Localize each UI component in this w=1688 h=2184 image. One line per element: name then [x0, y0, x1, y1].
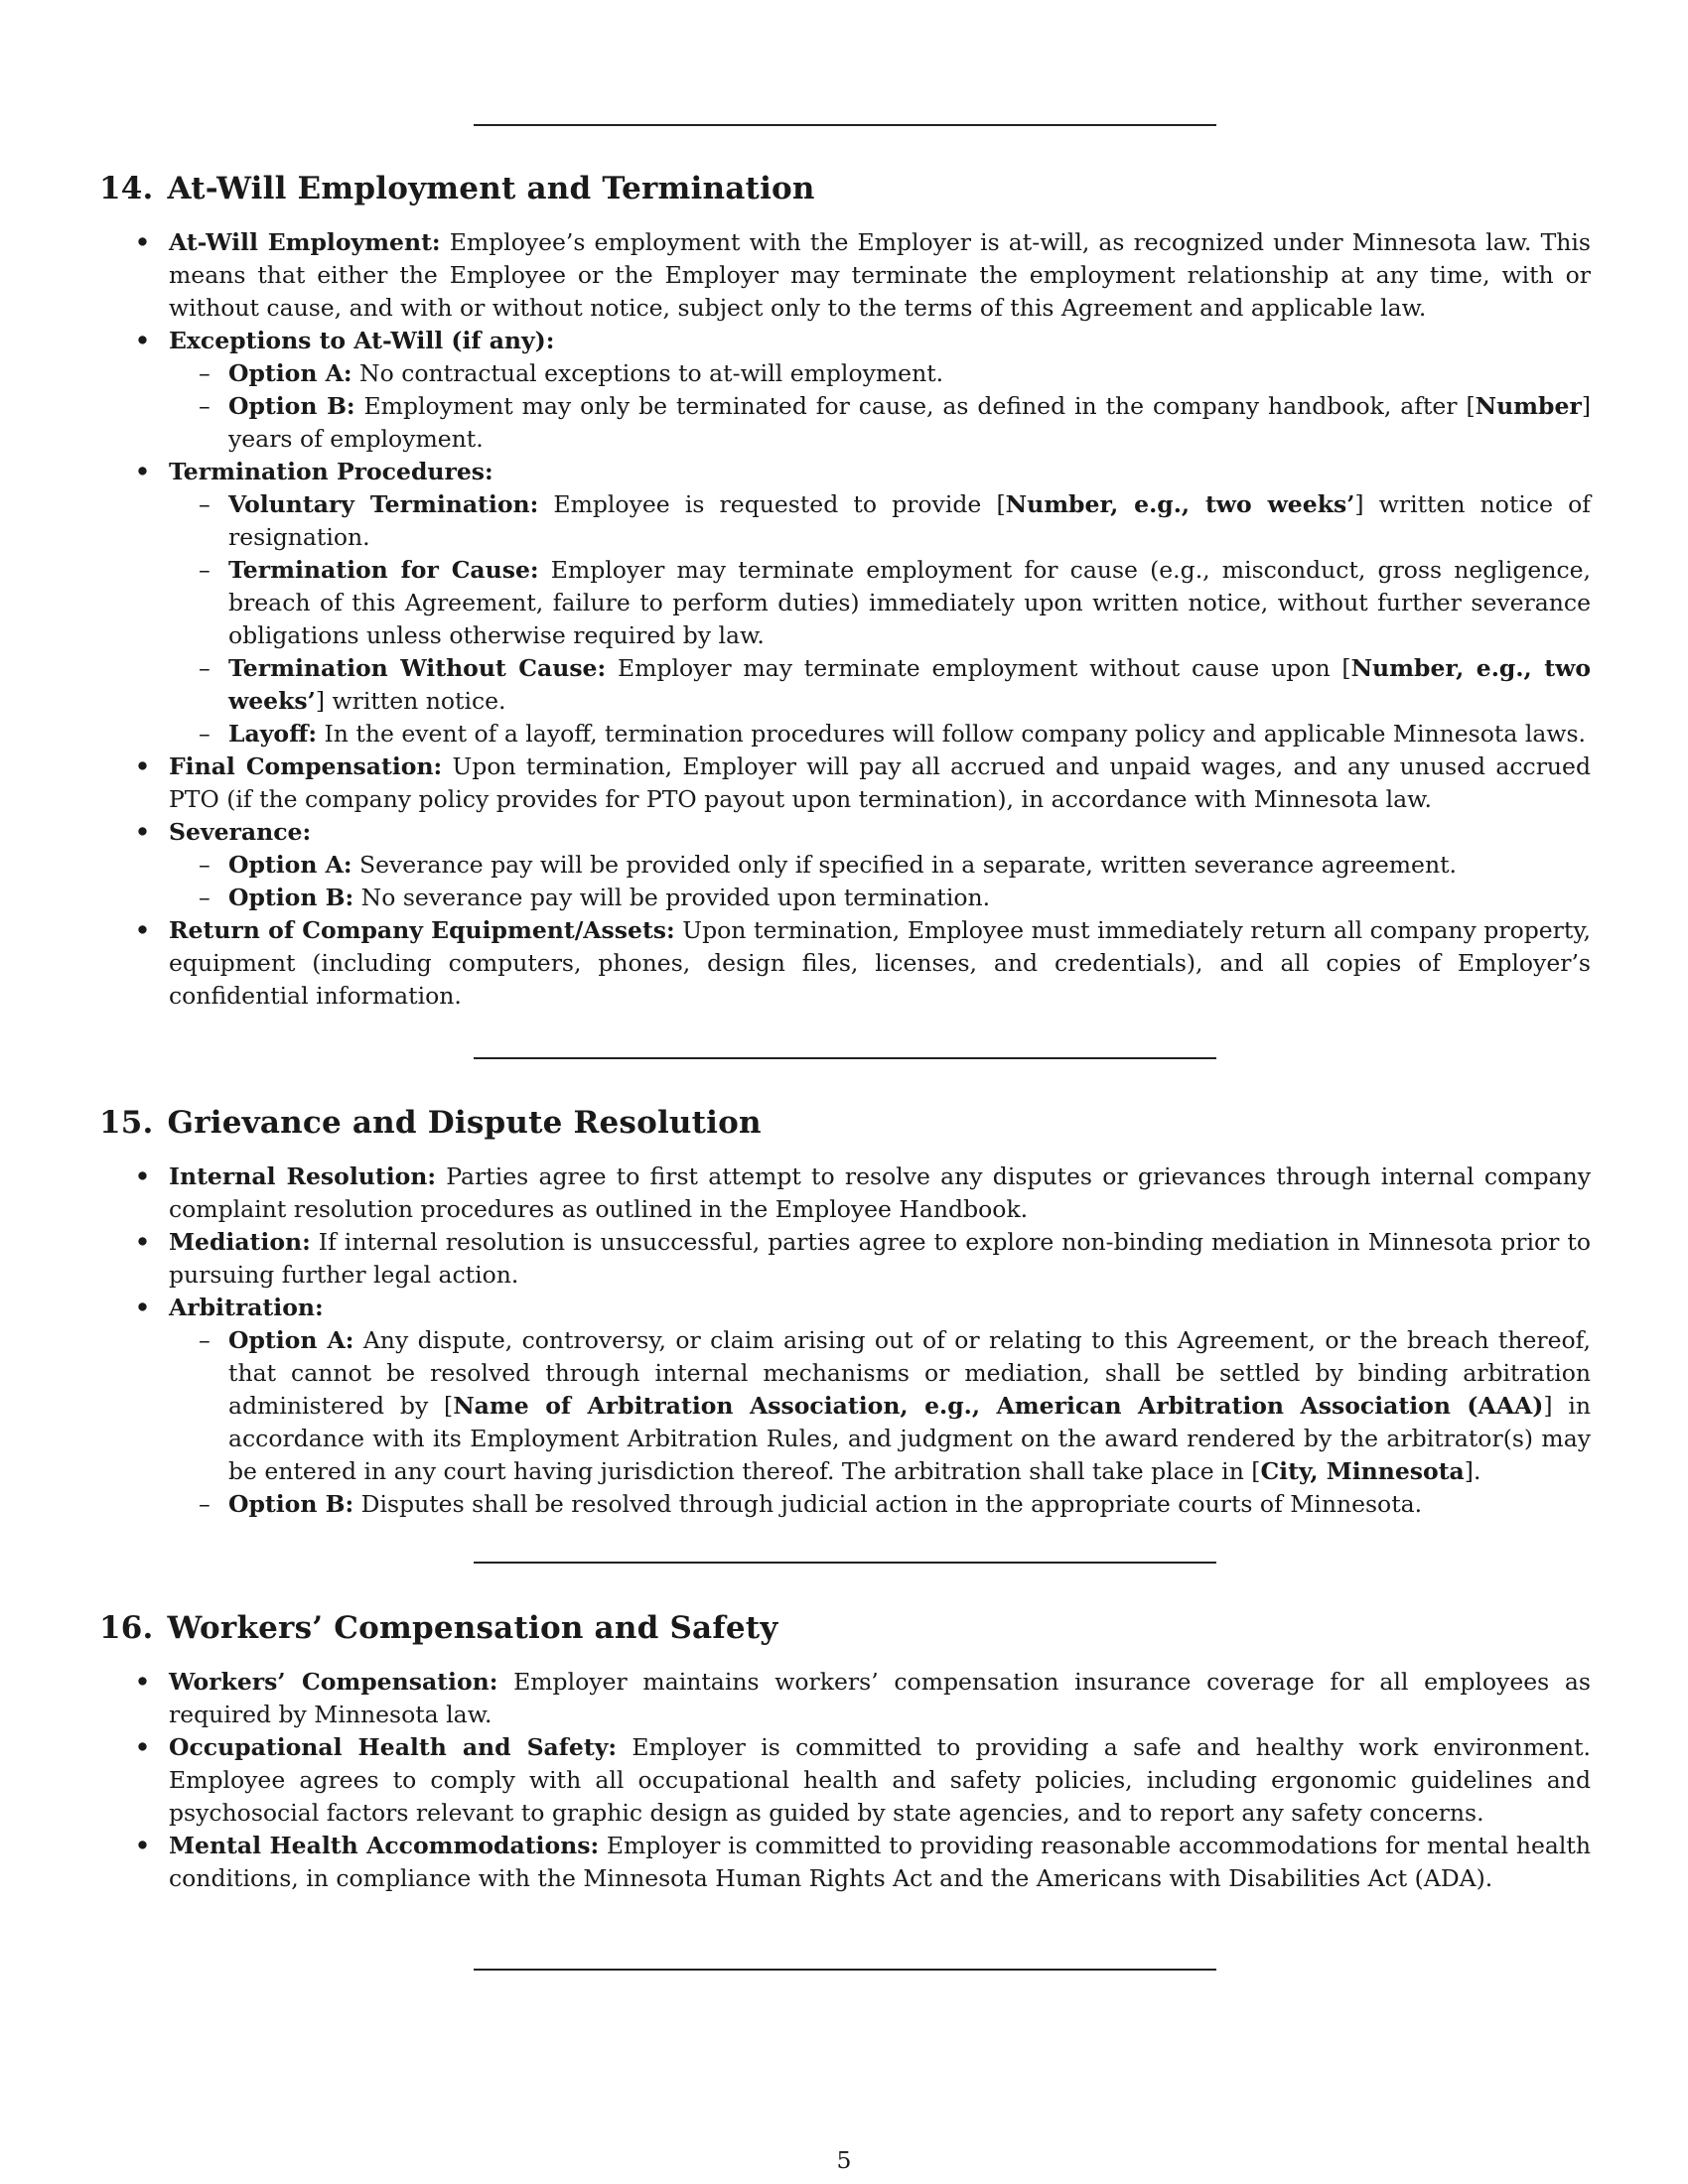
sub-item: – Option B: Employment may only be terminated for cause, as defined in the company handbook, after [Number] years of employment.: [199, 392, 1591, 453]
section-14-title: 14. At-Will Employment and Termination: [99, 171, 815, 206]
sub-item: – Option B: Disputes shall be resolved through judicial action in the appropriate courts of Minnesota.: [199, 1490, 1423, 1518]
list-item: • Mental Health Accommodations: Employer is committed to providing reasonable accommodations for mental health conditions, in compliance with the Minnesota Human Rights Act and the Americans with Disabilities Act (ADA).: [135, 1832, 1591, 1892]
page-number: 5: [836, 2146, 852, 2174]
list-item: • Severance: – Option A: Severance pay will be provided only if specified in a separate, written severance agreement. – Option B: No severance pay will be provided upon termination.: [99, 816, 1591, 914]
sub-item: – Option A: No contractual exceptions to at-will employment.: [199, 359, 944, 387]
sub-item: – Voluntary Termination: Employee is requested to provide [Number, e.g., two weeks’] written notice of resignation.: [199, 490, 1591, 551]
sub-item: – Termination for Cause: Employer may terminate employment for cause (e.g., misconduct, gross negligence, breach of this Agreement, failure to perform duties) immediately upon written notice, without further severance obligations unless otherwise required by law.: [199, 556, 1591, 649]
list-item: • Mediation: If internal resolution is unsuccessful, parties agree to explore non-binding mediation in Minnesota prior to pursuing further legal action.: [135, 1228, 1591, 1289]
list-item: • Return of Company Equipment/Assets: Upon termination, Employee must immediately return all company property, equipment (including computers, phones, design files, licenses, and credentials), and all copies of Employer’s confidential information.: [135, 916, 1591, 1010]
list-item: • Termination Procedures: – Voluntary Termination: Employee is requested to provide [Number, e.g., two weeks’] written notice of resignation. – Termination for Cause: Employer may terminate employment for cause (e.g., misconduct, gross negligence, breach of this Agreement, failure to perform duties) immediately upon written notice, without further severance obligations unless otherwise required by law. – Termination Without Cause: Employer may terminate employment without cause upon [Number, e.g., two weeks’] written notice. – Layoff: In the event of a layoff, termination procedures will follow company policy and applicable Minnesota laws.: [99, 456, 1591, 751]
list-item: • Final Compensation: Upon termination, Employer will pay all accrued and unpaid wages, and any unused accrued PTO (if the company policy provides for PTO payout upon termination), in accordance with Minnesota law.: [135, 752, 1592, 813]
section-16-title: 16. Workers’ Compensation and Safety: [99, 1610, 778, 1646]
divider-top: [474, 124, 1216, 126]
list-item: • Occupational Health and Safety: Employer is committed to providing a safe and healthy work environment. Employee agrees to comply with all occupational health and safety policies, including ergonomic guidelines and psychosocial factors relevant to graphic design as guided by state agencies, and to report any safety concerns.: [135, 1733, 1591, 1827]
list-item: • Workers’ Compensation: Employer maintains workers’ compensation insurance coverage for all employees as required by Minnesota law.: [135, 1668, 1591, 1728]
sub-item: – Option A: Any dispute, controversy, or claim arising out of or relating to this Agreement, or the breach thereof, that cannot be resolved through internal mechanisms or mediation, shall be settled by binding arbitration administered by [Name of Arbitration Association, e.g., American Arbitration Association (AAA)] in accordance with its Employment Arbitration Rules, and judgment on the award rendered by the arbitrator(s) may be entered in any court having jurisdiction thereof. The arbitration shall take place in [City, Minnesota].: [199, 1326, 1591, 1485]
section-15-title: 15. Grievance and Dispute Resolution: [99, 1105, 762, 1141]
sub-item: – Termination Without Cause: Employer may terminate employment without cause upon [Number, e.g., two weeks’] written notice.: [199, 654, 1592, 715]
divider-3: [474, 1562, 1216, 1564]
list-item: • Arbitration: – Option A: Any dispute, controversy, or claim arising out of or relating to this Agreement, or the breach thereof, that cannot be resolved through internal mechanisms or mediation, shall be settled by binding arbitration administered by [Name of Arbitration Association, e.g., American Arbitration Association (AAA)] in accordance with its Employment Arbitration Rules, and judgment on the award rendered by the arbitrator(s) may be entered in any court having jurisdiction thereof. The arbitration shall take place in [City, Minnesota]. – Option B: Disputes shall be resolved through judicial action in the appropriate courts of Minnesota.: [99, 1292, 1591, 1521]
section-14-list: [99, 226, 1591, 1013]
section-16-list: [99, 1666, 1591, 1895]
list-item: • At-Will Employment: Employee’s employment with the Employer is at-will, as recognized under Minnesota law. This means that either the Employee or the Employer may terminate the employment relationship at any time, with or without cause, and with or without notice, subject only to the terms of this Agreement and applicable law.: [135, 228, 1591, 322]
divider-bottom: [474, 1969, 1216, 1971]
divider-2: [474, 1057, 1216, 1059]
list-item: • Internal Resolution: Parties agree to first attempt to resolve any disputes or grievances through internal company complaint resolution procedures as outlined in the Employee Handbook.: [135, 1162, 1591, 1223]
sub-item: – Layoff: In the event of a layoff, termination procedures will follow company policy and applicable Minnesota laws.: [199, 720, 1586, 748]
list-item: • Exceptions to At-Will (if any): – Option A: No contractual exceptions to at-will employment. – Option B: Employment may only be terminated for cause, as defined in the company handbook, after [Number] years of employment.: [99, 325, 1591, 456]
sub-item: – Option B: No severance pay will be provided upon termination.: [199, 884, 991, 911]
sub-item: – Option A: Severance pay will be provided only if specified in a separate, written severance agreement.: [199, 851, 1457, 879]
section-15-list: [99, 1160, 1591, 1521]
